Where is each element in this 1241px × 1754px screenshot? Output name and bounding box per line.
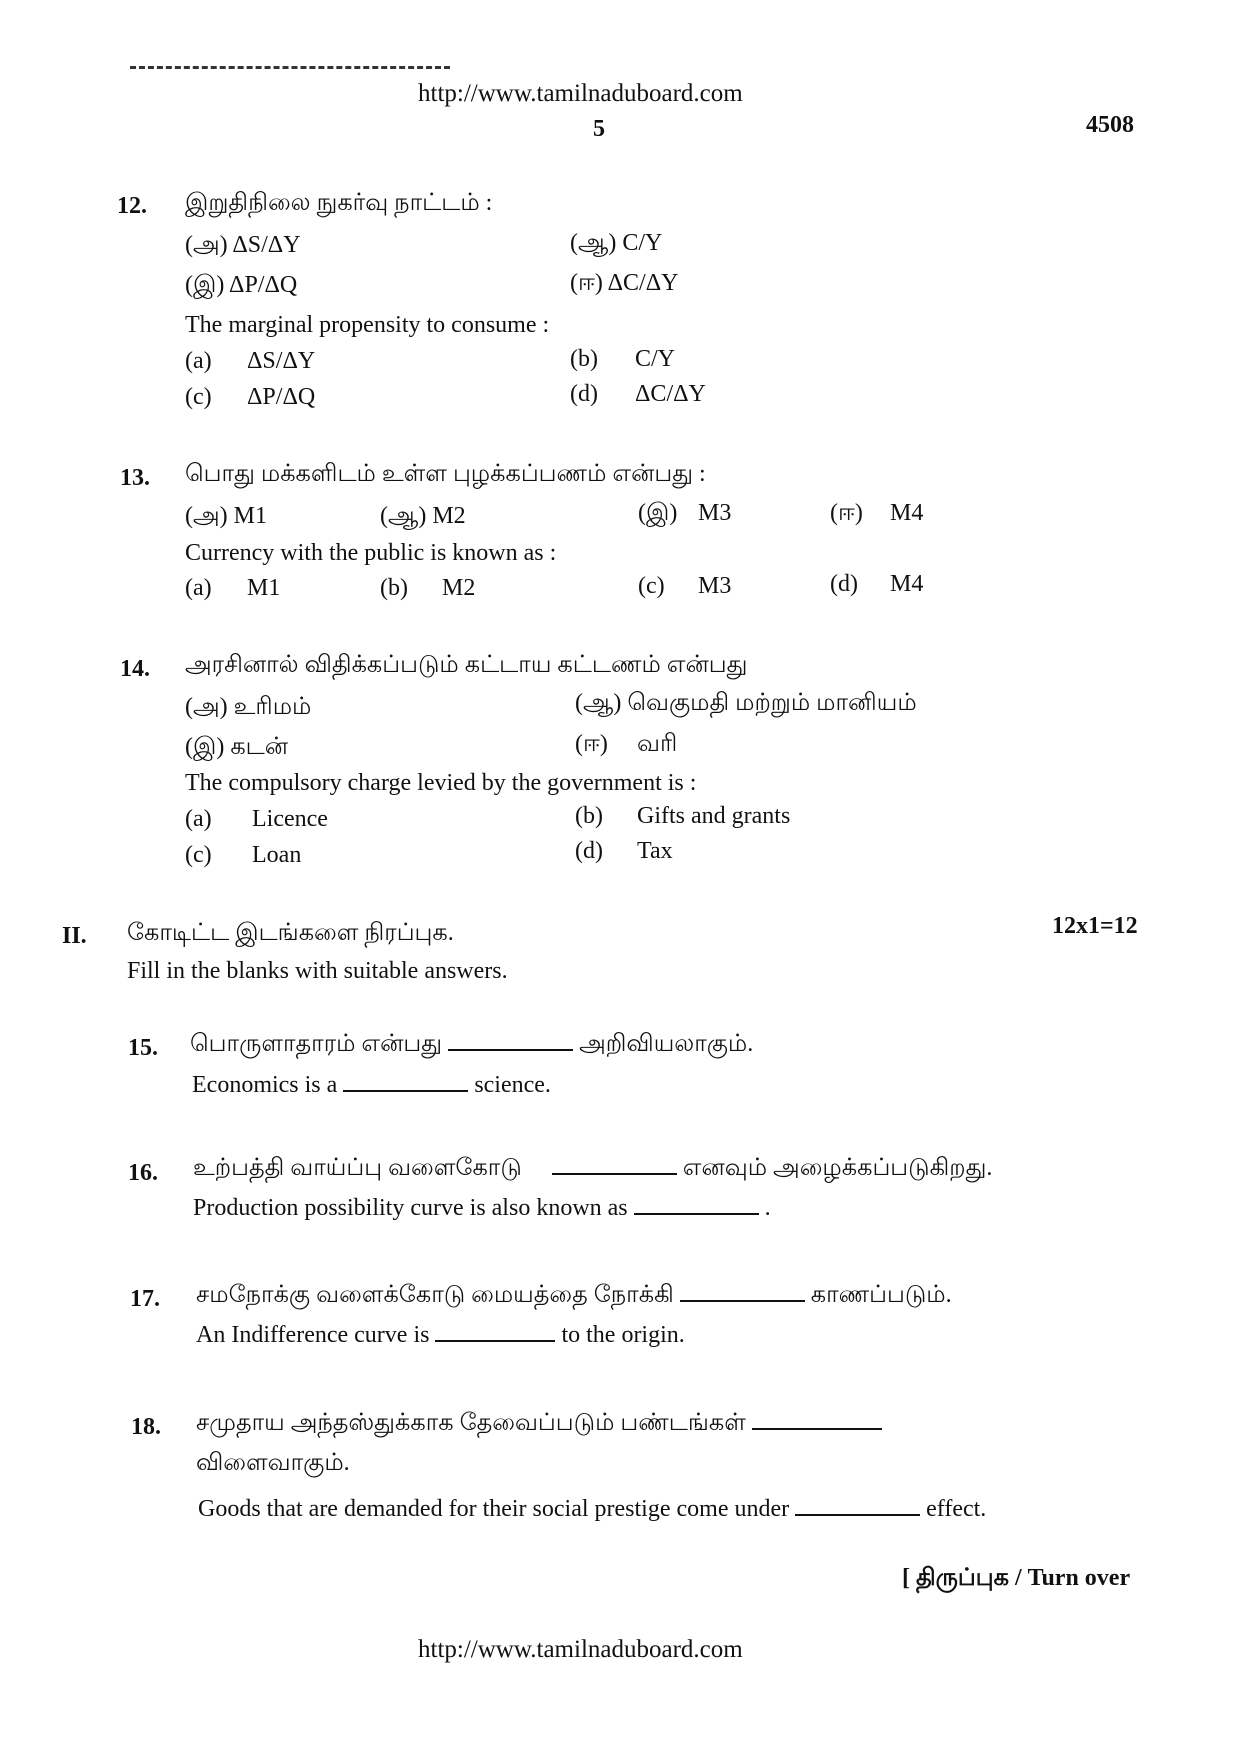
section-number: II. <box>62 923 87 949</box>
question-number-15: 15. <box>128 1035 158 1061</box>
q12-english: The marginal propensity to consume : <box>185 312 550 338</box>
q17-english: An Indifference curve is to the origin. <box>196 1322 685 1348</box>
q14-tamil: அரசினால் விதிக்கப்படும் கட்டாய கட்டணம் என்பது <box>185 652 748 678</box>
q16-blank-english <box>634 1211 759 1215</box>
q15-blank-tamil <box>448 1047 573 1051</box>
question-number-17: 17. <box>130 1286 160 1312</box>
q14-tamil-option-a: (அ) உரிமம் <box>185 694 312 720</box>
q12-tamil-option-b: (ஆ) C/Y <box>570 230 663 256</box>
q16-blank-tamil <box>552 1171 677 1175</box>
q13-option-b: (b) M2 <box>380 575 476 601</box>
q14-option-a: (a) Licence <box>185 806 328 832</box>
question-number-13: 13. <box>120 465 150 491</box>
q18-tamil: சமுதாய அந்தஸ்துக்காக தேவைப்படும் பண்டங்கள் <box>196 1410 888 1439</box>
section-title-english: Fill in the blanks with suitable answers. <box>127 958 508 984</box>
q13-tamil: பொது மக்களிடம் உள்ள புழக்கப்பணம் என்பது : <box>185 461 706 487</box>
q18-english: Goods that are demanded for their social prestige come under effect. <box>198 1496 987 1522</box>
paper-code: 4508 <box>1086 112 1134 138</box>
q14-option-b: (b) Gifts and grants <box>575 803 791 829</box>
section-marks: 12x1=12 <box>1052 913 1138 939</box>
q13-tamil-option-d: (ஈ) M4 <box>830 500 924 526</box>
q13-english: Currency with the public is known as : <box>185 540 557 566</box>
q12-option-c: (c) ΔP/ΔQ <box>185 384 316 410</box>
question-number-12: 12. <box>117 193 147 219</box>
question-number-14: 14. <box>120 656 150 682</box>
section-title-tamil: கோடிட்ட இடங்களை நிரப்புக. <box>127 920 454 946</box>
q13-tamil-option-a: (அ) M1 <box>185 503 267 529</box>
q12-tamil-option-a: (அ) ΔS/ΔY <box>185 232 301 258</box>
question-number-18: 18. <box>131 1414 161 1440</box>
q12-option-d: (d) ΔC/ΔY <box>570 381 706 407</box>
q15-tamil: பொருளாதாரம் என்பது அறிவியலாகும். <box>190 1031 754 1057</box>
q16-english: Production possibility curve is also known as . <box>193 1195 771 1221</box>
q17-blank-tamil <box>680 1298 805 1302</box>
q14-english: The compulsory charge levied by the government is : <box>185 770 697 796</box>
question-number-16: 16. <box>128 1160 158 1186</box>
q13-option-d: (d) M4 <box>830 571 924 597</box>
q17-tamil: சமநோக்கு வளைக்கோடு மையத்தை நோக்கி காணப்படும். <box>196 1282 952 1308</box>
q14-tamil-option-c: (இ) கடன் <box>185 734 289 760</box>
q15-english: Economics is a science. <box>192 1072 551 1098</box>
q16-tamil: உற்பத்தி வாய்ப்பு வளைகோடு எனவும் அழைக்கப்படுகிறது. <box>193 1155 993 1181</box>
q15-blank-english <box>343 1088 468 1092</box>
footer-url: http://www.tamilnaduboard.com <box>418 1636 743 1663</box>
q14-option-d: (d) Tax <box>575 838 673 864</box>
q12-option-a: (a) ΔS/ΔY <box>185 348 316 374</box>
q13-tamil-option-c: (இ) M3 <box>638 500 732 526</box>
q14-tamil-option-d: (ஈ) வரி <box>575 731 678 757</box>
q12-tamil-option-d: (ஈ) ΔC/ΔY <box>570 270 679 296</box>
q12-tamil: இறுதிநிலை நுகர்வு நாட்டம் : <box>185 190 493 216</box>
q12-option-b: (b) C/Y <box>570 346 676 372</box>
q13-option-c: (c) M3 <box>638 573 732 599</box>
q18-blank-english <box>795 1512 920 1516</box>
scan-artifact-line <box>130 66 450 69</box>
q12-tamil-option-c: (இ) ΔP/ΔQ <box>185 272 298 298</box>
q13-tamil-option-b: (ஆ) M2 <box>380 503 466 529</box>
q14-option-c: (c) Loan <box>185 842 302 868</box>
page-number: 5 <box>593 116 605 142</box>
q14-tamil-option-b: (ஆ) வெகுமதி மற்றும் மானியம் <box>575 690 917 716</box>
turn-over-note: [ திருப்புக / Turn over <box>902 1565 1131 1591</box>
q18-blank-tamil <box>752 1426 882 1430</box>
q13-option-a: (a) M1 <box>185 575 281 601</box>
header-url: http://www.tamilnaduboard.com <box>418 80 743 107</box>
q17-blank-english <box>435 1338 555 1342</box>
q18-tamil-continued: விளைவாகும். <box>196 1450 350 1476</box>
